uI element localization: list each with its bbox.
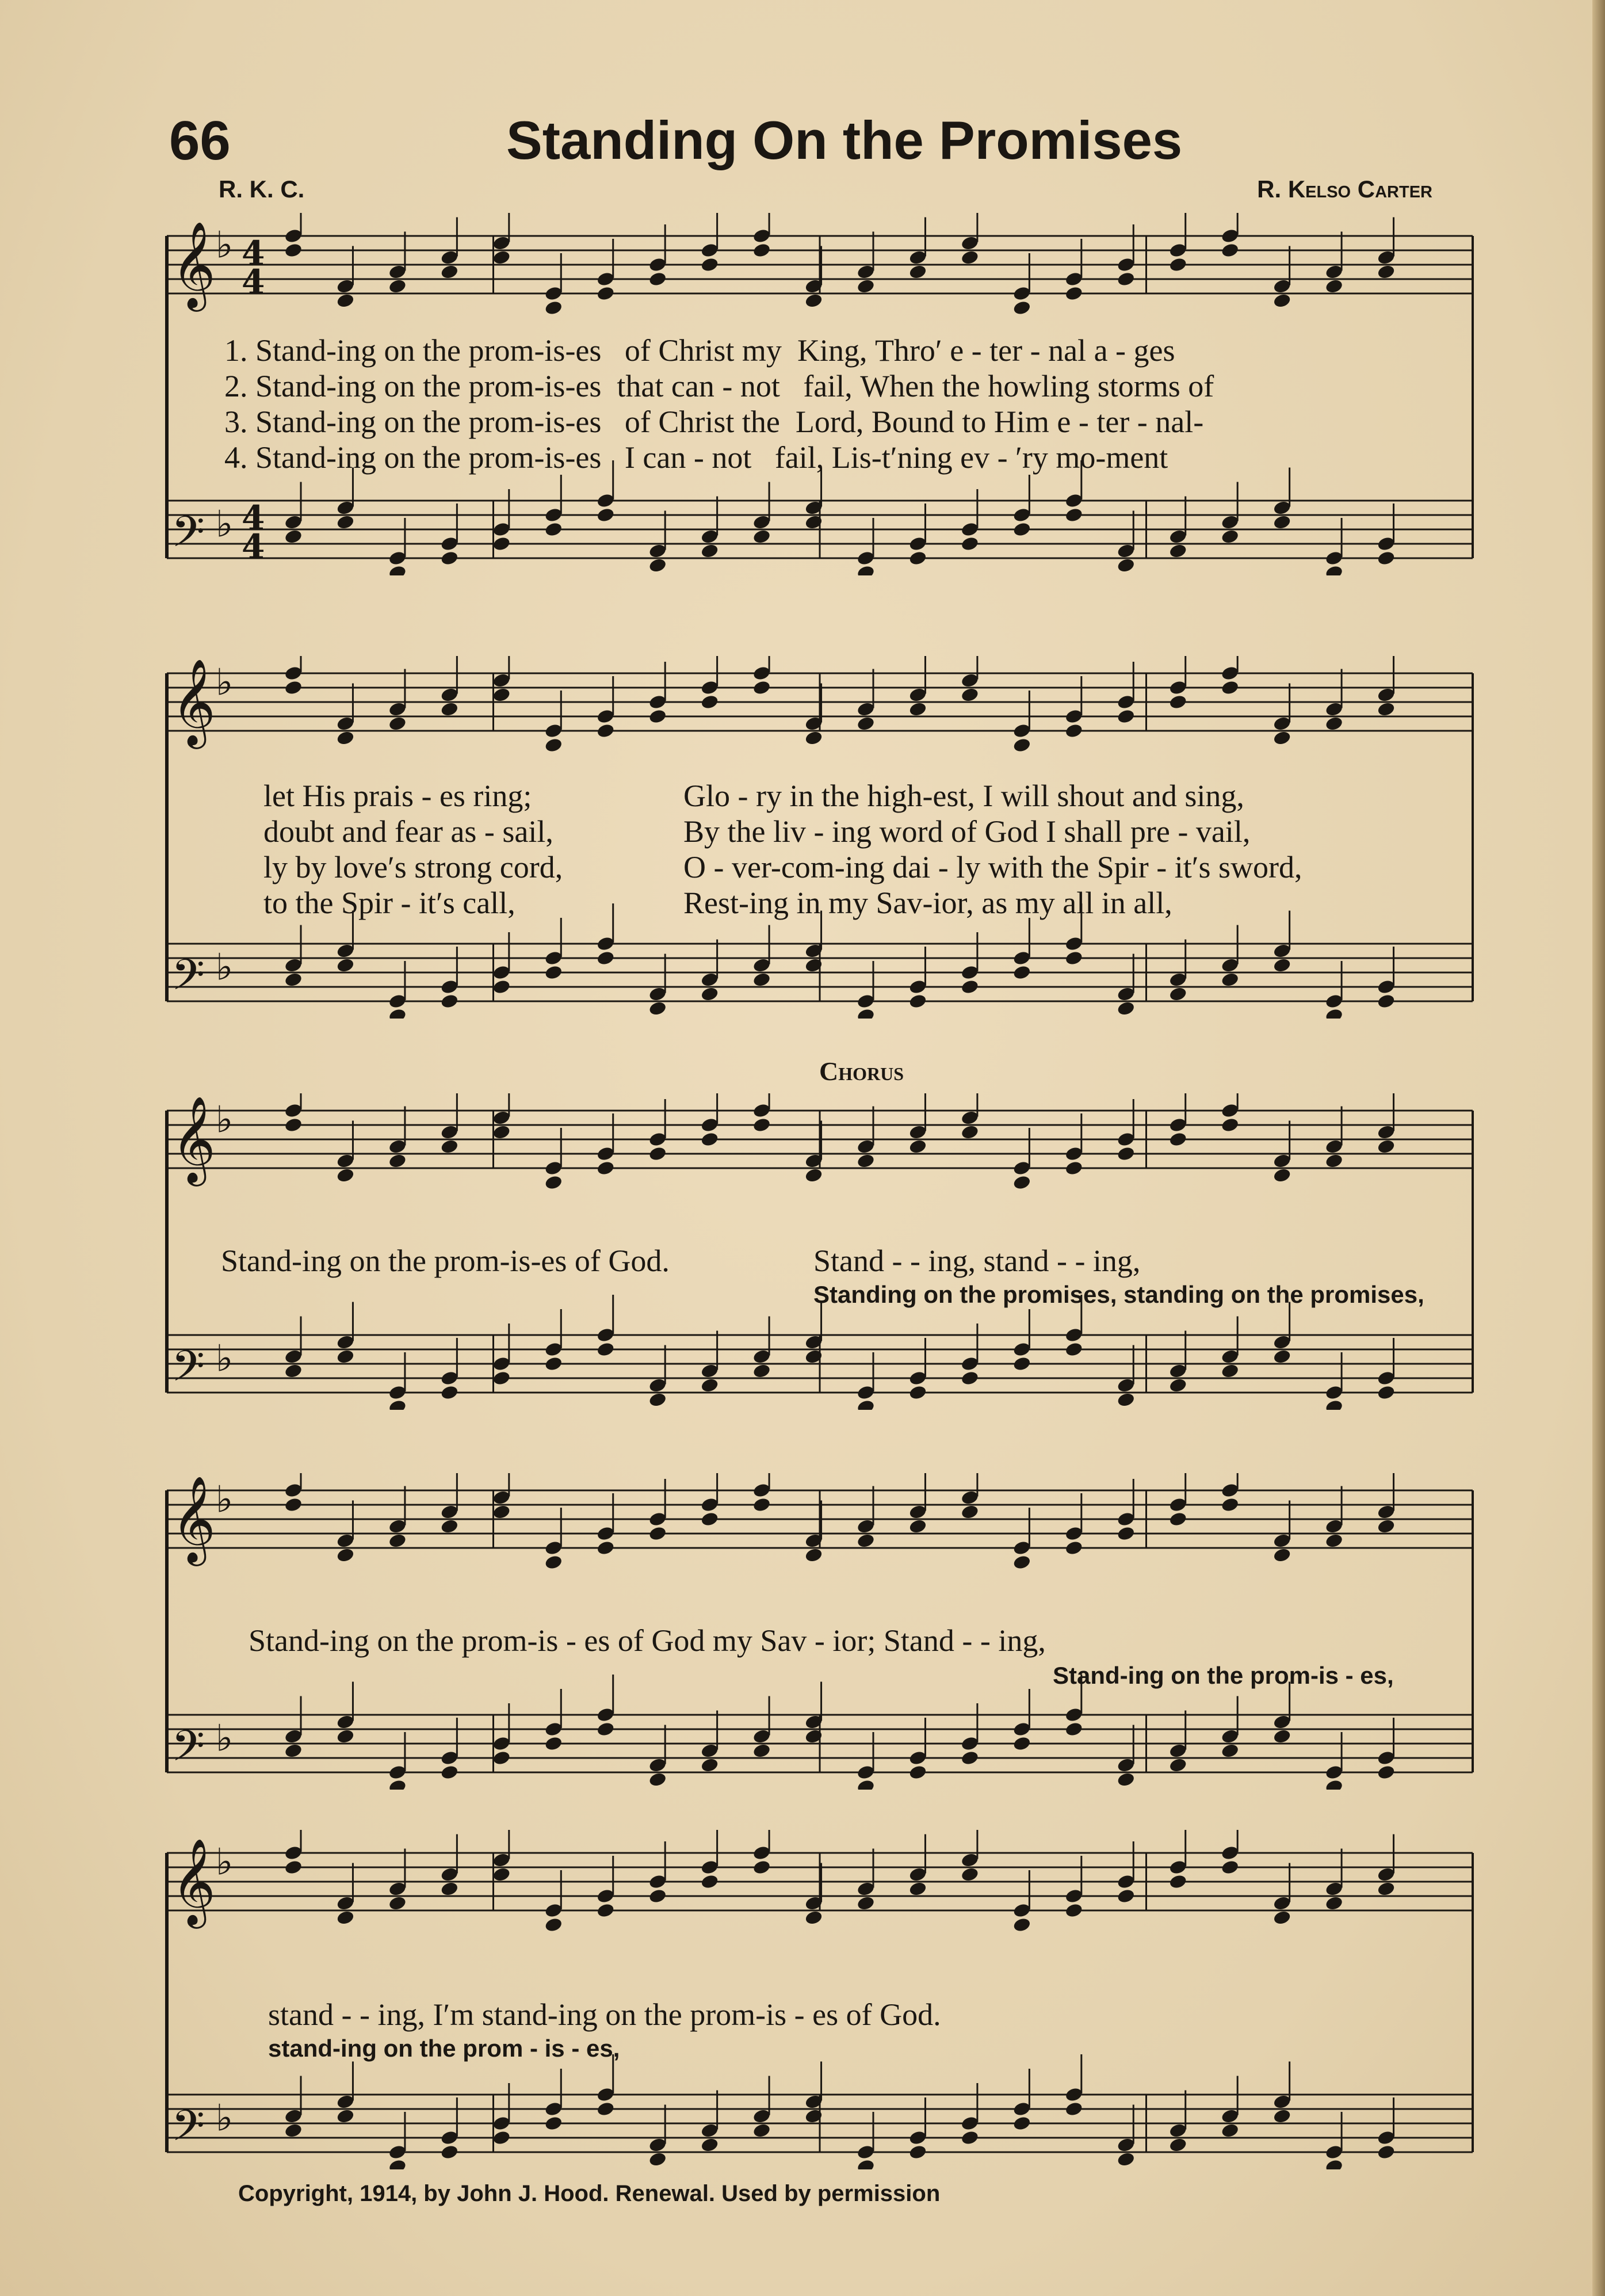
note-head (492, 1504, 511, 1520)
note-head (700, 1874, 719, 1890)
note-head (492, 249, 511, 265)
note-head (284, 680, 303, 696)
note-head (1168, 1874, 1187, 1890)
note-head (1377, 701, 1396, 717)
note-head (1168, 543, 1187, 559)
note-head (1221, 1117, 1240, 1133)
flat-icon: ♭ (216, 946, 234, 989)
note-head (544, 2115, 563, 2131)
note-head (284, 528, 303, 544)
note-head (492, 536, 511, 552)
note-head (960, 249, 979, 265)
note-head (1117, 2151, 1136, 2167)
note-head (700, 1377, 719, 1393)
note-head (544, 1917, 563, 1933)
note-head (336, 1348, 355, 1364)
note-head (544, 1356, 563, 1372)
note-head (388, 2158, 407, 2169)
note-head (752, 971, 771, 987)
note-head (1012, 1554, 1031, 1570)
flat-icon: ♭ (216, 1478, 234, 1521)
note-head (752, 1859, 771, 1875)
chorus-line-2-echo: Stand-ing on the prom-is - es, (1053, 1662, 1394, 1689)
note-head (648, 1771, 667, 1787)
note-head (1012, 1356, 1031, 1372)
note-head (284, 971, 303, 987)
note-head (908, 1764, 927, 1780)
bass-clef-icon: 𝄢 (171, 2101, 205, 2161)
flat-icon: ♭ (216, 1841, 234, 1884)
words-author: R. K. C. (219, 176, 305, 203)
note-head (1377, 1764, 1396, 1780)
note-head (1117, 1888, 1136, 1904)
note-head (856, 1895, 875, 1911)
note-head (648, 557, 667, 573)
note-head (388, 715, 407, 731)
copyright-notice: Copyright, 1914, by John J. Hood. Renewal. Used by permission (238, 2181, 941, 2206)
note-head (388, 1532, 407, 1549)
note-head (1168, 257, 1187, 273)
verse-2-line-1: 2. Stand-ing on the prom-is-es that can - not fail, When the howling storms of (224, 369, 1214, 403)
note-head (336, 292, 355, 308)
note-head (648, 1000, 667, 1016)
note-head (1272, 514, 1291, 530)
note-head (492, 2130, 511, 2146)
note-head (1012, 964, 1031, 981)
note-head (1325, 1153, 1344, 1169)
note-head (336, 730, 355, 746)
note-head (1272, 1167, 1291, 1183)
note-head (440, 264, 459, 280)
note-head (960, 1370, 979, 1386)
note-head (752, 1497, 771, 1513)
note-head (1272, 730, 1291, 746)
note-head (492, 1866, 511, 1882)
note-head (1272, 2108, 1291, 2124)
note-head (1221, 971, 1240, 987)
verse-3-line-1: 3. Stand-ing on the prom-is-es of Christ the Lord, Bound to Him e - ter - nal- (224, 405, 1204, 439)
note-head (544, 1736, 563, 1752)
note-head (648, 271, 667, 287)
note-head (1272, 1348, 1291, 1364)
note-head (960, 1750, 979, 1766)
note-head (1377, 1385, 1396, 1401)
note-head (440, 993, 459, 1009)
note-head (1325, 2158, 1344, 2169)
note-head (700, 694, 719, 710)
chorus-label: Chorus (819, 1057, 904, 1086)
chorus-line-1: Stand-ing on the prom-is-es of God. (221, 1244, 670, 1278)
note-head (1117, 1525, 1136, 1542)
treble-clef-icon: 𝄞 (171, 658, 216, 745)
note-head (752, 242, 771, 258)
note-head (1168, 1377, 1187, 1393)
note-head (544, 1554, 563, 1570)
note-head (908, 1138, 927, 1154)
note-head (856, 1399, 875, 1410)
note-head (960, 536, 979, 552)
note-head (284, 1859, 303, 1875)
note-head (388, 1399, 407, 1410)
note-head (960, 1866, 979, 1882)
note-head (1012, 300, 1031, 316)
verse-4-line-2: to the Spir - it′s call, (263, 886, 515, 920)
note-head (1168, 1511, 1187, 1527)
verse-2-line-2b: By the liv - ing word of God I shall pre - vail, (683, 814, 1251, 849)
note-head (908, 993, 927, 1009)
note-head (1012, 521, 1031, 537)
note-head (1012, 737, 1031, 753)
verse-1-line-1: 1. Stand-ing on the prom-is-es of Christ my King, Thro′ e - ter - nal a - ges (224, 333, 1175, 368)
note-head (804, 1909, 823, 1925)
note-head (1377, 993, 1396, 1009)
note-head (908, 550, 927, 566)
note-head (284, 1363, 303, 1379)
note-head (440, 1138, 459, 1154)
note-head (648, 1146, 667, 1162)
note-head (388, 1153, 407, 1169)
note-head (1325, 1895, 1344, 1911)
note-head (1221, 2122, 1240, 2138)
note-head (804, 1547, 823, 1563)
verse-3-line-2: ly by love′s strong cord, (263, 850, 563, 884)
note-head (1377, 264, 1396, 280)
note-head (752, 528, 771, 544)
note-head (1377, 1138, 1396, 1154)
page-binding-edge (1592, 0, 1605, 2296)
flat-icon: ♭ (216, 2097, 234, 2140)
note-head (1064, 507, 1083, 523)
note-head (336, 2108, 355, 2124)
note-head (752, 1363, 771, 1379)
note-head (1221, 680, 1240, 696)
note-head (336, 1909, 355, 1925)
note-head (960, 686, 979, 703)
note-head (440, 550, 459, 566)
flat-icon: ♭ (216, 1337, 234, 1380)
note-head (1117, 1146, 1136, 1162)
note-head (388, 1008, 407, 1019)
note-head (908, 1385, 927, 1401)
note-head (596, 1721, 615, 1737)
verse-4-line-2b: Rest-ing in my Sav-ior, as my all in all, (683, 886, 1172, 920)
note-head (856, 1779, 875, 1790)
hymn-number: 66 (169, 110, 231, 171)
note-head (1168, 2137, 1187, 2153)
note-head (336, 1728, 355, 1744)
note-head (1377, 1518, 1396, 1534)
note-head (596, 2101, 615, 2117)
verse-3-line-2b: O - ver-com-ing dai - ly with the Spir - it′s sword, (683, 850, 1302, 884)
note-head (1221, 242, 1240, 258)
note-head (388, 565, 407, 575)
note-head (700, 1757, 719, 1773)
note-head (336, 957, 355, 973)
flat-icon: ♭ (216, 503, 234, 546)
note-head (284, 2122, 303, 2138)
note-head (908, 264, 927, 280)
note-head (700, 1511, 719, 1527)
note-head (1272, 1547, 1291, 1563)
treble-clef-icon: 𝄞 (171, 220, 216, 308)
note-head (908, 1881, 927, 1897)
note-head (1168, 694, 1187, 710)
note-head (596, 1160, 615, 1176)
note-head (856, 565, 875, 575)
note-head (856, 1532, 875, 1549)
note-head (1064, 1160, 1083, 1176)
note-head (1117, 557, 1136, 573)
note-head (440, 1764, 459, 1780)
time-signature-bottom: 4 (242, 262, 265, 302)
note-head (908, 2144, 927, 2160)
note-head (1272, 292, 1291, 308)
note-head (1012, 1736, 1031, 1752)
note-head (752, 1117, 771, 1133)
note-head (648, 1888, 667, 1904)
note-head (1377, 2144, 1396, 2160)
chorus-line-1b: Stand - - ing, stand - - ing, (813, 1244, 1141, 1278)
note-head (908, 701, 927, 717)
note-head (1325, 1779, 1344, 1790)
note-head (596, 950, 615, 966)
note-head (1221, 528, 1240, 544)
note-head (492, 1750, 511, 1766)
note-head (544, 964, 563, 981)
note-head (1064, 950, 1083, 966)
note-head (1272, 1909, 1291, 1925)
bass-clef-icon: 𝄢 (171, 950, 205, 1010)
note-head (284, 1497, 303, 1513)
note-head (336, 514, 355, 530)
note-head (596, 285, 615, 302)
note-head (1012, 1917, 1031, 1933)
note-head (492, 1124, 511, 1140)
note-head (700, 2137, 719, 2153)
note-head (1168, 1757, 1187, 1773)
note-head (1064, 1341, 1083, 1357)
bass-clef-icon: 𝄢 (171, 1721, 205, 1782)
treble-clef-icon: 𝄞 (171, 1475, 216, 1562)
note-head (284, 242, 303, 258)
note-head (1117, 1000, 1136, 1016)
note-head (596, 507, 615, 523)
note-head (1325, 1399, 1344, 1410)
note-head (856, 278, 875, 294)
note-head (1012, 2115, 1031, 2131)
note-head (544, 521, 563, 537)
note-head (1064, 1721, 1083, 1737)
note-head (960, 1504, 979, 1520)
note-head (1064, 723, 1083, 739)
bass-clef-icon: 𝄢 (171, 507, 205, 567)
note-head (440, 1385, 459, 1401)
note-head (700, 543, 719, 559)
flat-icon: ♭ (216, 1717, 234, 1760)
note-head (596, 1341, 615, 1357)
flat-icon: ♭ (216, 661, 234, 704)
note-head (1325, 565, 1344, 575)
note-head (388, 1779, 407, 1790)
note-head (492, 1370, 511, 1386)
time-signature-top: 4 (242, 234, 265, 273)
note-head (492, 979, 511, 995)
note-head (1064, 1902, 1083, 1919)
note-head (1168, 1131, 1187, 1147)
flat-icon: ♭ (216, 224, 234, 267)
hymn-title: Standing On the Promises (506, 110, 1183, 170)
chorus-line-1-echo: Standing on the promises, standing on the promises, (813, 1281, 1424, 1308)
note-head (752, 680, 771, 696)
note-head (804, 1167, 823, 1183)
note-head (1325, 715, 1344, 731)
note-head (856, 1008, 875, 1019)
note-head (648, 2151, 667, 2167)
note-head (1117, 271, 1136, 287)
note-head (1325, 1532, 1344, 1549)
verse-2-line-2: doubt and fear as - sail, (263, 814, 553, 849)
note-head (1221, 1742, 1240, 1759)
note-head (336, 1167, 355, 1183)
note-head (1117, 708, 1136, 724)
note-head (804, 292, 823, 308)
verse-1-line-2: let His prais - es ring; (263, 779, 532, 813)
note-head (1377, 550, 1396, 566)
note-head (752, 1742, 771, 1759)
note-head (284, 1742, 303, 1759)
note-head (596, 723, 615, 739)
chorus-line-3-echo: stand-ing on the prom - is - es, (268, 2035, 620, 2062)
note-head (1325, 1008, 1344, 1019)
note-head (388, 1895, 407, 1911)
note-head (908, 1518, 927, 1534)
note-head (960, 1124, 979, 1140)
note-head (596, 1540, 615, 1556)
note-head (804, 730, 823, 746)
note-head (596, 1902, 615, 1919)
verse-1-line-2b: Glo - ry in the high-est, I will shout and sing, (683, 779, 1244, 813)
treble-clef-icon: 𝄞 (171, 1095, 216, 1183)
note-head (1325, 278, 1344, 294)
note-head (856, 715, 875, 731)
note-head (1221, 1859, 1240, 1875)
note-head (648, 708, 667, 724)
note-head (856, 1153, 875, 1169)
chorus-line-3: stand - - ing, I′m stand-ing on the prom-is - es of God. (268, 1997, 941, 2032)
note-head (1168, 986, 1187, 1002)
note-head (1064, 1540, 1083, 1556)
note-head (1221, 1363, 1240, 1379)
treble-clef-icon: 𝄞 (171, 1837, 216, 1925)
note-head (700, 257, 719, 273)
note-head (440, 701, 459, 717)
bass-clef-icon: 𝄢 (171, 1341, 205, 1402)
note-head (700, 986, 719, 1002)
note-head (960, 979, 979, 995)
note-head (1117, 1771, 1136, 1787)
note-head (700, 1131, 719, 1147)
note-head (1117, 1391, 1136, 1408)
note-head (960, 2130, 979, 2146)
time-signature-bottom: 4 (242, 527, 265, 566)
note-head (1377, 1881, 1396, 1897)
note-head (544, 1174, 563, 1191)
note-head (856, 2158, 875, 2169)
note-head (284, 1117, 303, 1133)
note-head (388, 278, 407, 294)
flat-icon: ♭ (216, 1099, 234, 1142)
time-signature-top: 4 (242, 498, 265, 537)
note-head (1221, 1497, 1240, 1513)
note-head (440, 2144, 459, 2160)
music-composer: R. Kelso Carter (1257, 176, 1432, 203)
note-head (648, 1391, 667, 1408)
note-head (440, 1881, 459, 1897)
note-head (544, 300, 563, 316)
note-head (1064, 285, 1083, 302)
note-head (648, 1525, 667, 1542)
note-head (336, 1547, 355, 1563)
verse-4-line-1: 4. Stand-ing on the prom-is-es I can - not fail, Lis-t′ning ev - ′ry mo-ment (224, 440, 1168, 475)
note-head (1012, 1174, 1031, 1191)
note-head (1272, 957, 1291, 973)
note-head (492, 686, 511, 703)
note-head (1064, 2101, 1083, 2117)
note-head (440, 1518, 459, 1534)
note-head (1272, 1728, 1291, 1744)
note-head (752, 2122, 771, 2138)
chorus-line-2: Stand-ing on the prom-is - es of God my Sav - ior; Stand - - ing, (249, 1623, 1046, 1658)
note-head (544, 737, 563, 753)
